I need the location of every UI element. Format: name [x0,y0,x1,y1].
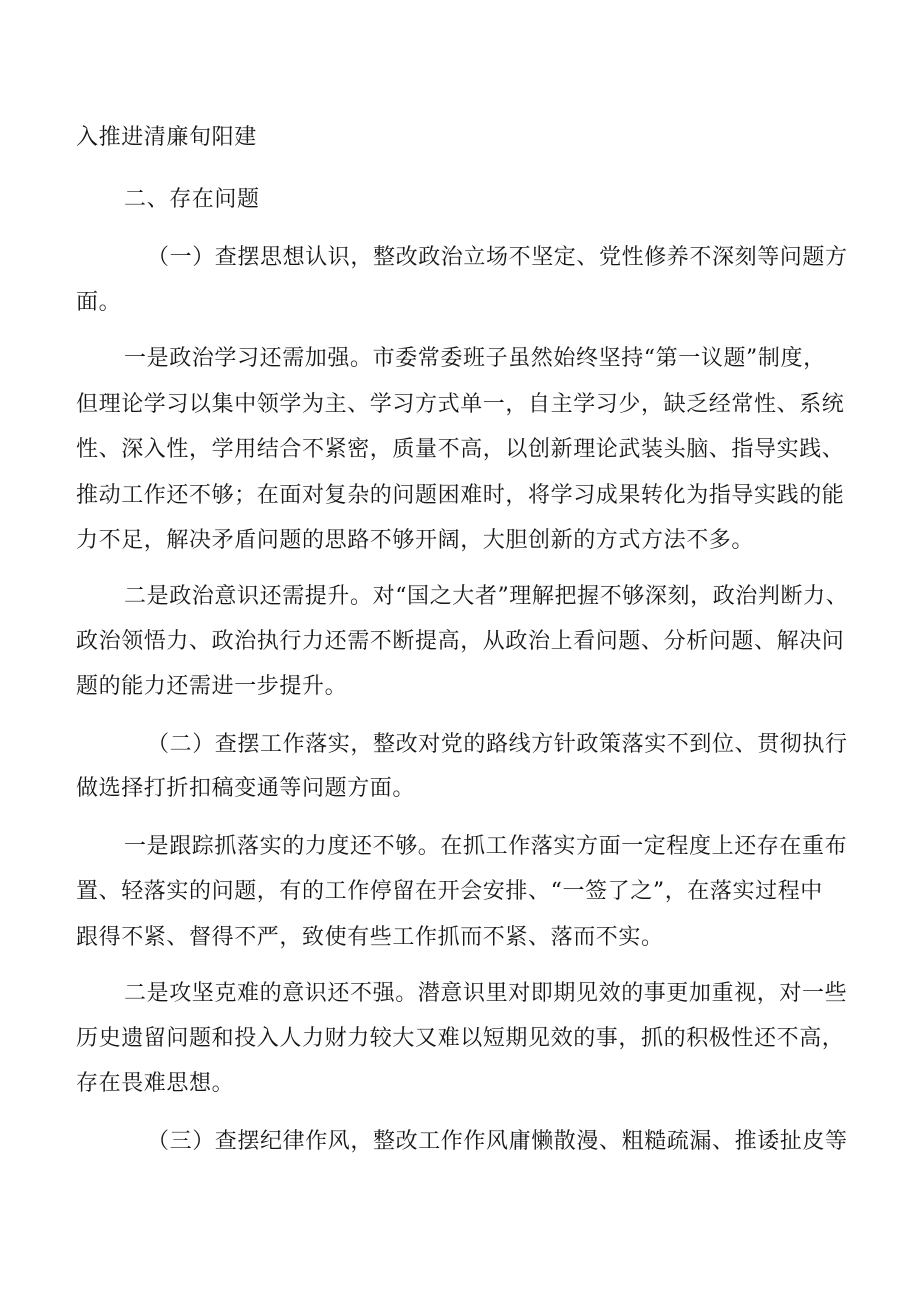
text-line: 力不足，解决矛盾问题的思路不够开阔，大胆创新的方式方法不多。 [76,528,755,553]
subsection-heading: （一）查摆思想认识，整改政治立场不坚定、党性修养不深刻等问题方 [147,245,848,270]
text-line: 存在畏难思想。 [76,1071,235,1096]
text-line: 二是攻坚克难的意识还不强。潜意识里对即期见效的事更加重视，对一些 [124,981,848,1006]
section-heading: 二、存在问题 [124,187,260,212]
text-line: 一是跟踪抓落实的力度还不够。在抓工作落实方面一定程度上还存在重布 [124,834,848,859]
subsection-heading: （三）查摆纪律作风，整改工作作风庸懒散漫、粗糙疏漏、推诿扯皮等 [147,1129,848,1154]
text-line: 一是政治学习还需加强。市委常委班子虽然始终坚持“第一议题”制度， [124,346,826,371]
text-line: 做选择打折扣稿变通等问题方面。 [76,776,416,801]
text-line: 置、轻落实的问题，有的工作停留在开会安排、“一签了之”，在落实过程中 [76,879,823,904]
text-line: 推动工作还不够；在面对复杂的问题困难时，将学习成果转化为指导实践的能 [76,483,845,508]
text-line: 二是政治意识还需提升。对“国之大者”理解把握不够深刻，政治判断力、 [124,584,849,609]
subsection-heading: （二）查摆工作落实，整改对党的路线方针政策落实不到位、贯彻执行 [147,732,848,757]
text-line: 政治领悟力、政治执行力还需不断提高，从政治上看问题、分析问题、解决问 [76,629,845,654]
text-line: 性、深入性，学用结合不紧密，质量不高，以创新理论武装头脑、指导实践、 [76,437,845,462]
text-line: 历史遗留问题和投入人力财力较大又难以短期见效的事，抓的积极性还不高， [76,1026,845,1051]
text-line: 题的能力还需进一步提升。 [76,674,348,699]
text-line: 但理论学习以集中领学为主、学习方式单一，自主学习少，缺乏经常性、系统 [76,392,845,417]
text-line: 入推进清廉旬阳建 [76,125,257,150]
text-line: 跟得不紧、督得不严，致使有些工作抓而不紧、落而不实。 [76,925,664,950]
text-line: 面。 [76,290,122,315]
